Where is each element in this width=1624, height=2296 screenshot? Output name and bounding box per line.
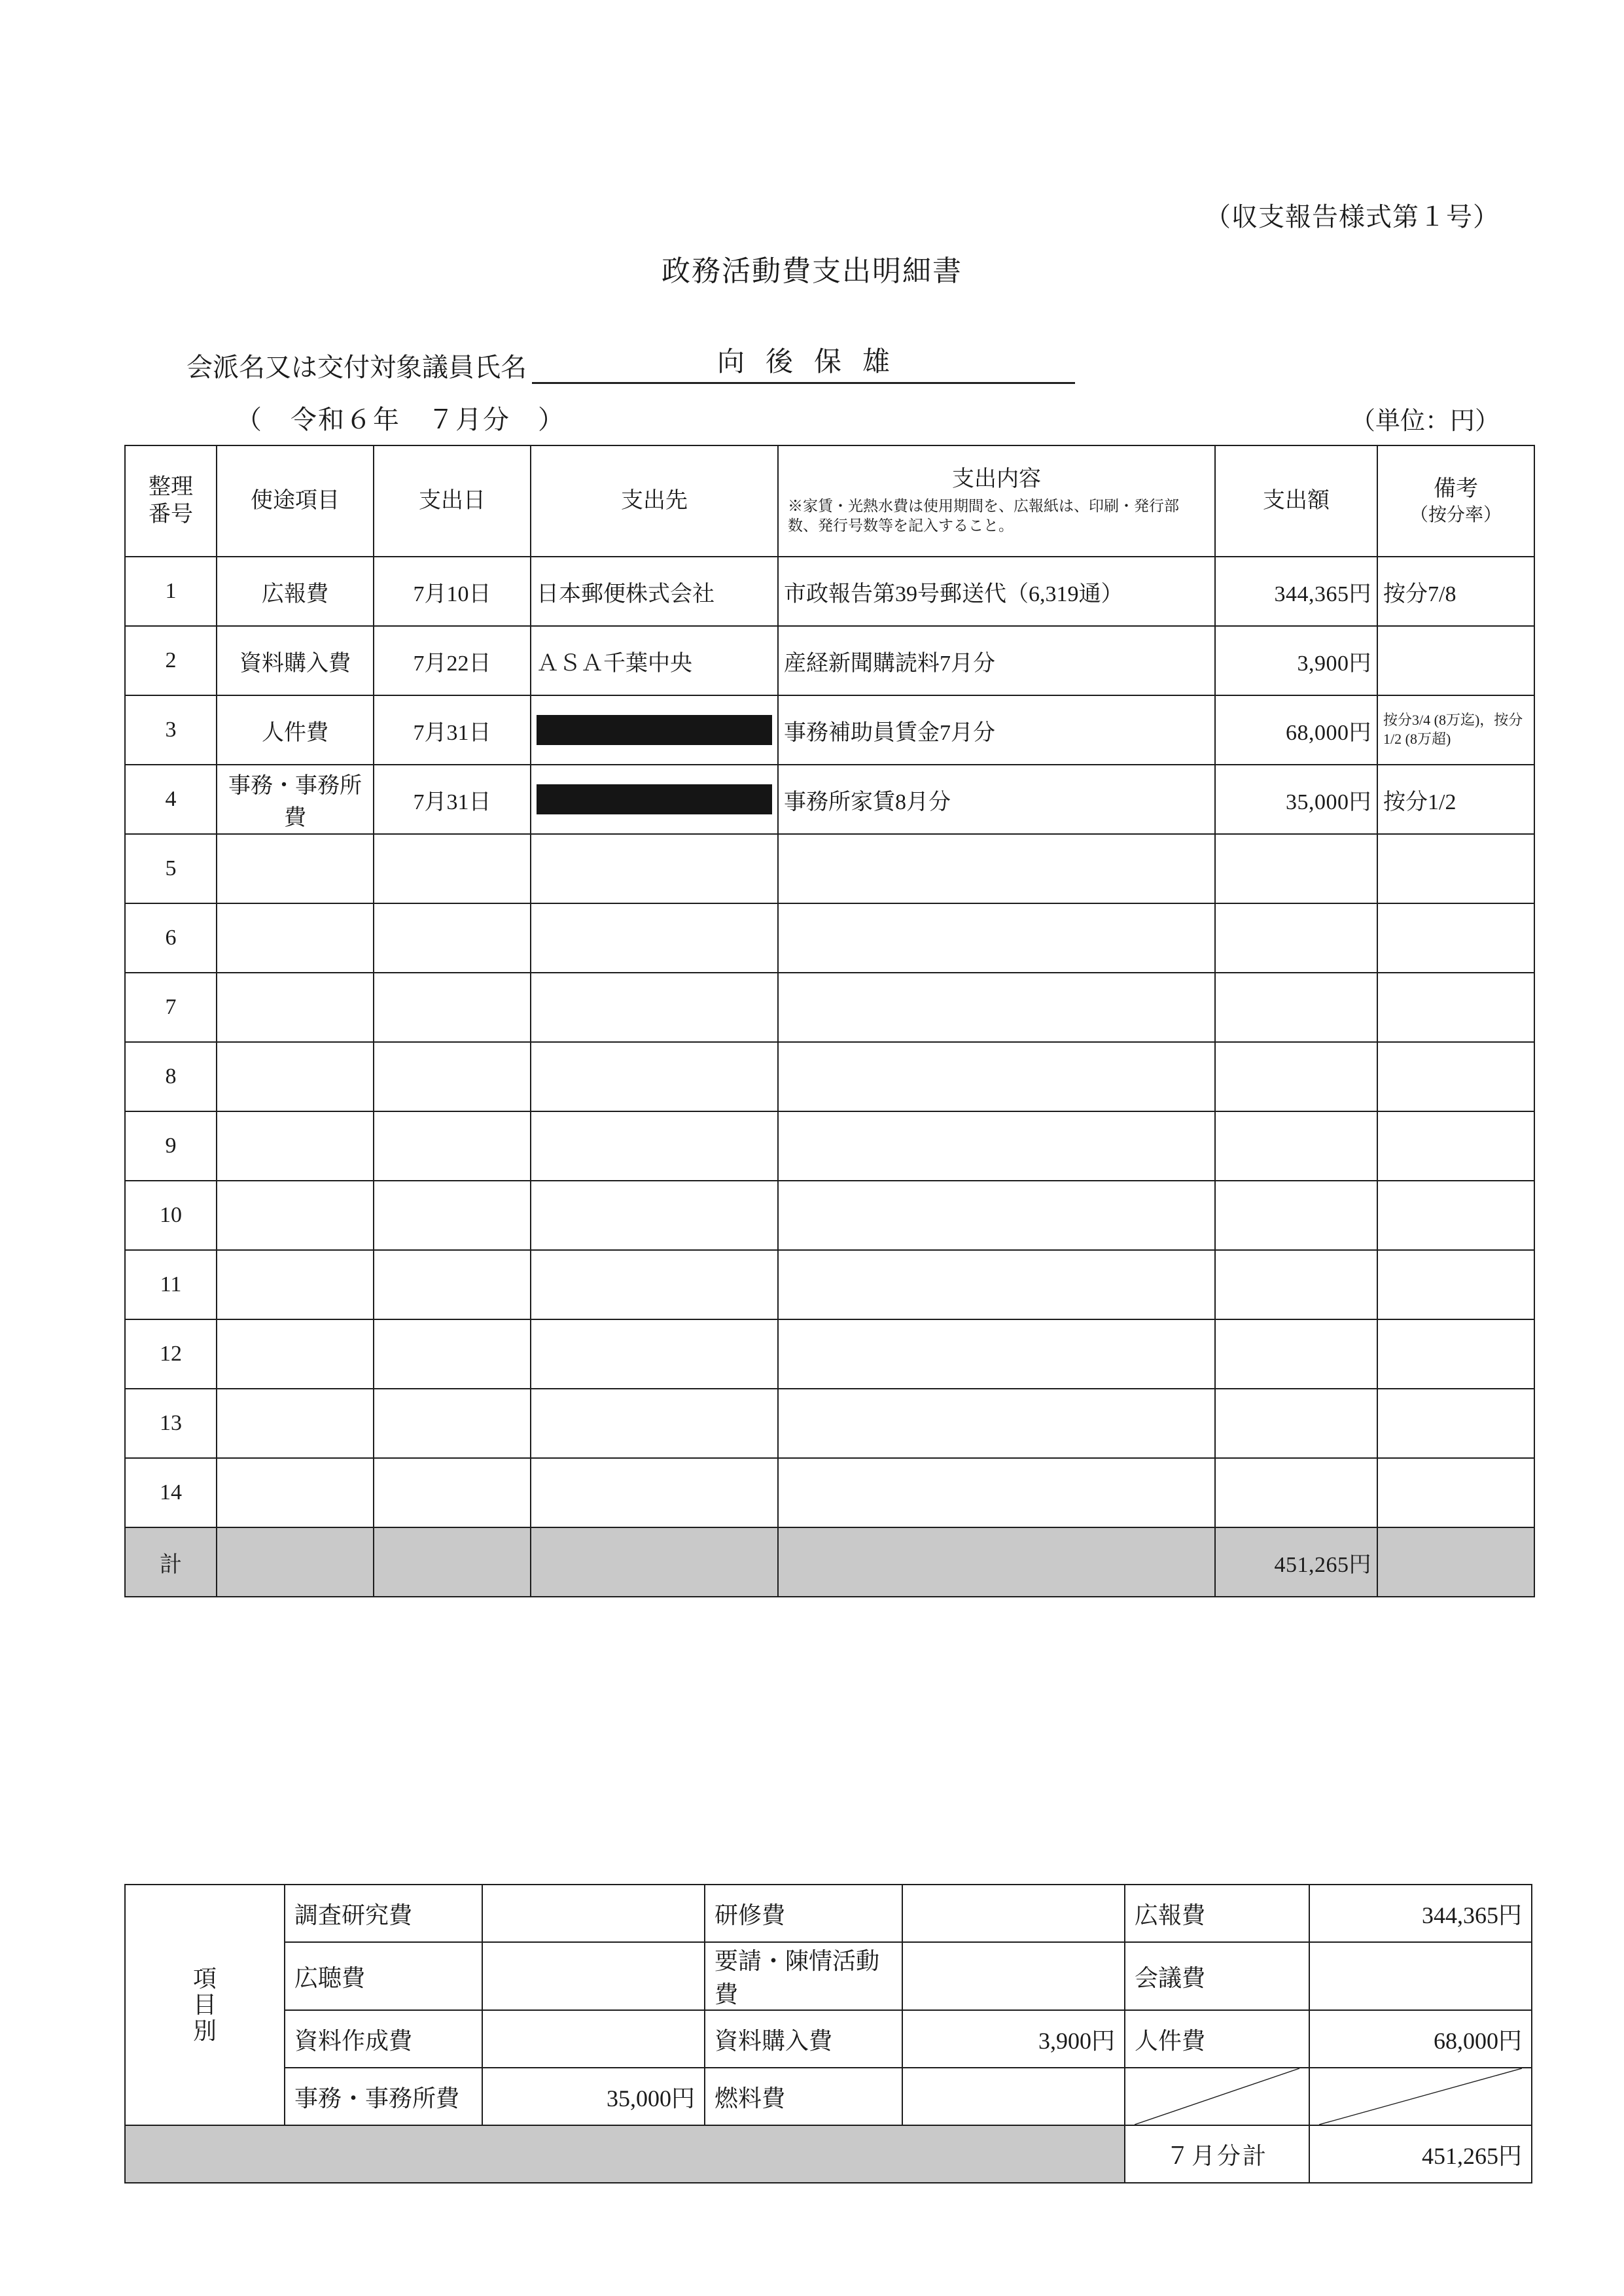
table-row xyxy=(125,695,1534,765)
cell-amount: 35,000円 xyxy=(1215,765,1377,834)
summary-footer-label: ７月分計 xyxy=(1125,2125,1309,2183)
summary-value-training xyxy=(902,1885,1125,1942)
total-blank-destination xyxy=(531,1527,778,1597)
redaction-bar xyxy=(537,784,772,814)
cell-date: 7月31日 xyxy=(374,695,531,765)
cell-note: 按分1/2 xyxy=(1377,765,1534,834)
cell-description xyxy=(778,1250,1215,1319)
summary-category-line1: 項 xyxy=(192,1965,217,1992)
summary-value-fuel xyxy=(902,2068,1125,2125)
cell-no: 2 xyxy=(125,626,217,695)
summary-row xyxy=(125,2068,1532,2125)
cell-amount xyxy=(1215,1319,1377,1389)
expense-table-body xyxy=(125,557,1534,1597)
cell-item xyxy=(217,1042,374,1111)
cell-description xyxy=(778,1042,1215,1111)
summary-value-personnel: 68,000円 xyxy=(1309,2010,1532,2068)
cell-destination xyxy=(531,1181,778,1250)
cell-description: 産経新聞購読料7月分 xyxy=(778,626,1215,695)
table-total-row xyxy=(125,1527,1534,1597)
cell-date xyxy=(374,1181,531,1250)
cell-note xyxy=(1377,626,1534,695)
cell-destination xyxy=(531,1458,778,1527)
cell-destination xyxy=(531,834,778,903)
cell-no: 9 xyxy=(125,1111,217,1181)
summary-diagonal-cell-right xyxy=(1309,2068,1532,2125)
col-header-description-main: 支出内容 xyxy=(952,467,1041,492)
cell-date: 7月22日 xyxy=(374,626,531,695)
col-header-description xyxy=(778,445,1215,557)
total-blank-note xyxy=(1377,1527,1534,1597)
summary-value-document-purchase: 3,900円 xyxy=(902,2010,1125,2068)
cell-date xyxy=(374,1042,531,1111)
cell-date xyxy=(374,973,531,1042)
summary-category-line2: 目 xyxy=(192,1991,217,2018)
total-amount: 451,265円 xyxy=(1215,1527,1377,1597)
cell-no: 12 xyxy=(125,1319,217,1389)
col-header-no xyxy=(125,445,217,557)
cell-date xyxy=(374,834,531,903)
cell-item xyxy=(217,1319,374,1389)
cell-description xyxy=(778,1319,1215,1389)
summary-label-document-creation: 資料作成費 xyxy=(285,2010,482,2068)
cell-amount xyxy=(1215,1111,1377,1181)
cell-destination xyxy=(531,973,778,1042)
cell-date: 7月10日 xyxy=(374,557,531,626)
cell-destination xyxy=(531,1250,778,1319)
cell-destination xyxy=(531,903,778,973)
summary-value-research xyxy=(482,1885,705,1942)
table-row xyxy=(125,903,1534,973)
table-row xyxy=(125,1181,1534,1250)
summary-diagonal-cell-left xyxy=(1125,2068,1309,2125)
cell-amount xyxy=(1215,973,1377,1042)
cell-no: 1 xyxy=(125,557,217,626)
cell-note xyxy=(1377,834,1534,903)
expense-table-head xyxy=(125,445,1534,557)
summary-value-document-creation xyxy=(482,2010,705,2068)
party-name-label: 会派名又は交付対象議員氏名 xyxy=(186,353,527,382)
cell-amount xyxy=(1215,1458,1377,1527)
col-header-note-sub: （按分率） xyxy=(1409,504,1502,525)
cell-date xyxy=(374,1250,531,1319)
summary-label-personnel: 人件費 xyxy=(1125,2010,1309,2068)
category-summary-table xyxy=(124,1884,1532,2183)
cell-item xyxy=(217,1250,374,1319)
total-blank-item xyxy=(217,1527,374,1597)
cell-no: 8 xyxy=(125,1042,217,1111)
col-header-no-line2: 番号 xyxy=(149,502,193,527)
table-row xyxy=(125,1042,1534,1111)
cell-no: 13 xyxy=(125,1389,217,1458)
summary-category-label xyxy=(125,1885,285,2125)
cell-destination-redacted xyxy=(531,765,778,834)
summary-label-fuel: 燃料費 xyxy=(705,2068,902,2125)
cell-date xyxy=(374,903,531,973)
cell-note xyxy=(1377,1042,1534,1111)
category-summary-body xyxy=(125,1885,1532,2183)
cell-description xyxy=(778,973,1215,1042)
summary-value-petition xyxy=(902,1942,1125,2010)
table-row xyxy=(125,973,1534,1042)
cell-no: 7 xyxy=(125,973,217,1042)
cell-description xyxy=(778,1111,1215,1181)
table-header-row xyxy=(125,445,1534,557)
summary-label-office: 事務・事務所費 xyxy=(285,2068,482,2125)
cell-note xyxy=(1377,1389,1534,1458)
cell-note xyxy=(1377,903,1534,973)
cell-note xyxy=(1377,1111,1534,1181)
summary-category-line3: 別 xyxy=(192,2018,217,2045)
cell-destination: ＡＳＡ千葉中央 xyxy=(531,626,778,695)
cell-date xyxy=(374,1458,531,1527)
cell-item xyxy=(217,973,374,1042)
cell-item xyxy=(217,834,374,903)
total-blank-description xyxy=(778,1527,1215,1597)
cell-destination-redacted xyxy=(531,695,778,765)
cell-amount xyxy=(1215,1389,1377,1458)
cell-no: 11 xyxy=(125,1250,217,1319)
summary-value-pr: 344,365円 xyxy=(1309,1885,1532,1942)
cell-no: 4 xyxy=(125,765,217,834)
cell-description: 事務所家賃8月分 xyxy=(778,765,1215,834)
cell-description xyxy=(778,903,1215,973)
unit-label: （単位：円） xyxy=(1350,408,1500,435)
summary-row xyxy=(125,2010,1532,2068)
cell-destination xyxy=(531,1389,778,1458)
cell-item xyxy=(217,1181,374,1250)
cell-destination xyxy=(531,1319,778,1389)
table-row xyxy=(125,765,1534,834)
cell-amount: 344,365円 xyxy=(1215,557,1377,626)
cell-amount xyxy=(1215,1042,1377,1111)
redaction-bar xyxy=(537,715,772,745)
summary-footer-row xyxy=(125,2125,1532,2183)
col-header-item: 使途項目 xyxy=(217,445,374,557)
summary-footer-blank xyxy=(125,2125,1125,2183)
cell-date xyxy=(374,1319,531,1389)
table-row xyxy=(125,1111,1534,1181)
cell-no: 6 xyxy=(125,903,217,973)
cell-no: 3 xyxy=(125,695,217,765)
cell-note xyxy=(1377,1319,1534,1389)
cell-date xyxy=(374,1111,531,1181)
cell-note xyxy=(1377,695,1534,765)
summary-label-meeting: 会議費 xyxy=(1125,1942,1309,2010)
cell-description xyxy=(778,834,1215,903)
summary-value-meeting xyxy=(1309,1942,1532,2010)
total-blank-date xyxy=(374,1527,531,1597)
cell-item: 資料購入費 xyxy=(217,626,374,695)
cell-date xyxy=(374,1389,531,1458)
col-header-destination: 支出先 xyxy=(531,445,778,557)
cell-amount xyxy=(1215,1250,1377,1319)
cell-amount xyxy=(1215,903,1377,973)
summary-label-research: 調査研究費 xyxy=(285,1885,482,1942)
diagonal-line-icon xyxy=(1135,2068,1299,2125)
cell-description xyxy=(778,1458,1215,1527)
cell-item: 人件費 xyxy=(217,695,374,765)
cell-item xyxy=(217,1458,374,1527)
table-row xyxy=(125,557,1534,626)
summary-row xyxy=(125,1942,1532,2010)
cell-no: 10 xyxy=(125,1181,217,1250)
summary-label-pr: 広報費 xyxy=(1125,1885,1309,1942)
cell-item xyxy=(217,1111,374,1181)
summary-footer-value: 451,265円 xyxy=(1309,2125,1532,2183)
col-header-description-note: ※家賃・光熱水費は使用期間を、広報紙は、印刷・発行部数、発行号数等を記入すること。 xyxy=(788,497,1179,534)
cell-no: 5 xyxy=(125,834,217,903)
cell-item xyxy=(217,903,374,973)
cell-amount: 68,000円 xyxy=(1215,695,1377,765)
cell-destination xyxy=(531,1111,778,1181)
cell-note xyxy=(1377,1181,1534,1250)
cell-amount: 3,900円 xyxy=(1215,626,1377,695)
table-row xyxy=(125,1319,1534,1389)
table-row xyxy=(125,1389,1534,1458)
summary-value-hearing xyxy=(482,1942,705,2010)
summary-label-hearing: 広聴費 xyxy=(285,1942,482,2010)
summary-row xyxy=(125,1885,1532,1942)
col-header-note-main: 備考 xyxy=(1434,477,1478,502)
summary-value-office: 35,000円 xyxy=(482,2068,705,2125)
cell-amount xyxy=(1215,1181,1377,1250)
page-title: 政務活動費支出明細書 xyxy=(662,255,962,287)
cell-description xyxy=(778,1181,1215,1250)
summary-label-training: 研修費 xyxy=(705,1885,902,1942)
cell-note: 按分7/8 xyxy=(1377,557,1534,626)
cell-note-text: 按分3/4 (8万迄)，按分1/2 (8万超) xyxy=(1383,712,1523,747)
cell-destination: 日本郵便株式会社 xyxy=(531,557,778,626)
col-header-date: 支出日 xyxy=(374,445,531,557)
cell-item: 広報費 xyxy=(217,557,374,626)
cell-note xyxy=(1377,1250,1534,1319)
cell-item: 事務・事務所費 xyxy=(217,765,374,834)
total-label: 計 xyxy=(125,1527,217,1597)
cell-no: 14 xyxy=(125,1458,217,1527)
expense-table xyxy=(124,445,1535,1597)
table-row xyxy=(125,626,1534,695)
cell-destination xyxy=(531,1042,778,1111)
diagonal-line-icon xyxy=(1319,2068,1522,2125)
table-row xyxy=(125,1250,1534,1319)
party-name-line xyxy=(186,340,1075,384)
cell-item xyxy=(217,1389,374,1458)
party-name-value: 向後保雄 xyxy=(532,340,1075,384)
table-row xyxy=(125,834,1534,903)
cell-note xyxy=(1377,973,1534,1042)
col-header-amount: 支出額 xyxy=(1215,445,1377,557)
cell-description xyxy=(778,1389,1215,1458)
form-number: （収支報告様式第１号） xyxy=(1205,202,1500,232)
cell-description: 市政報告第39号郵送代（6,319通） xyxy=(778,557,1215,626)
cell-amount xyxy=(1215,834,1377,903)
col-header-no-line1: 整理 xyxy=(149,474,193,499)
summary-label-petition: 要請・陳情活動費 xyxy=(705,1942,902,2010)
cell-date: 7月31日 xyxy=(374,765,531,834)
table-row xyxy=(125,1458,1534,1527)
summary-label-document-purchase: 資料購入費 xyxy=(705,2010,902,2068)
cell-description: 事務補助員賃金7月分 xyxy=(778,695,1215,765)
period-label: （ 令和６年 ７月分 ） xyxy=(236,405,565,434)
cell-note xyxy=(1377,1458,1534,1527)
col-header-note xyxy=(1377,445,1534,557)
